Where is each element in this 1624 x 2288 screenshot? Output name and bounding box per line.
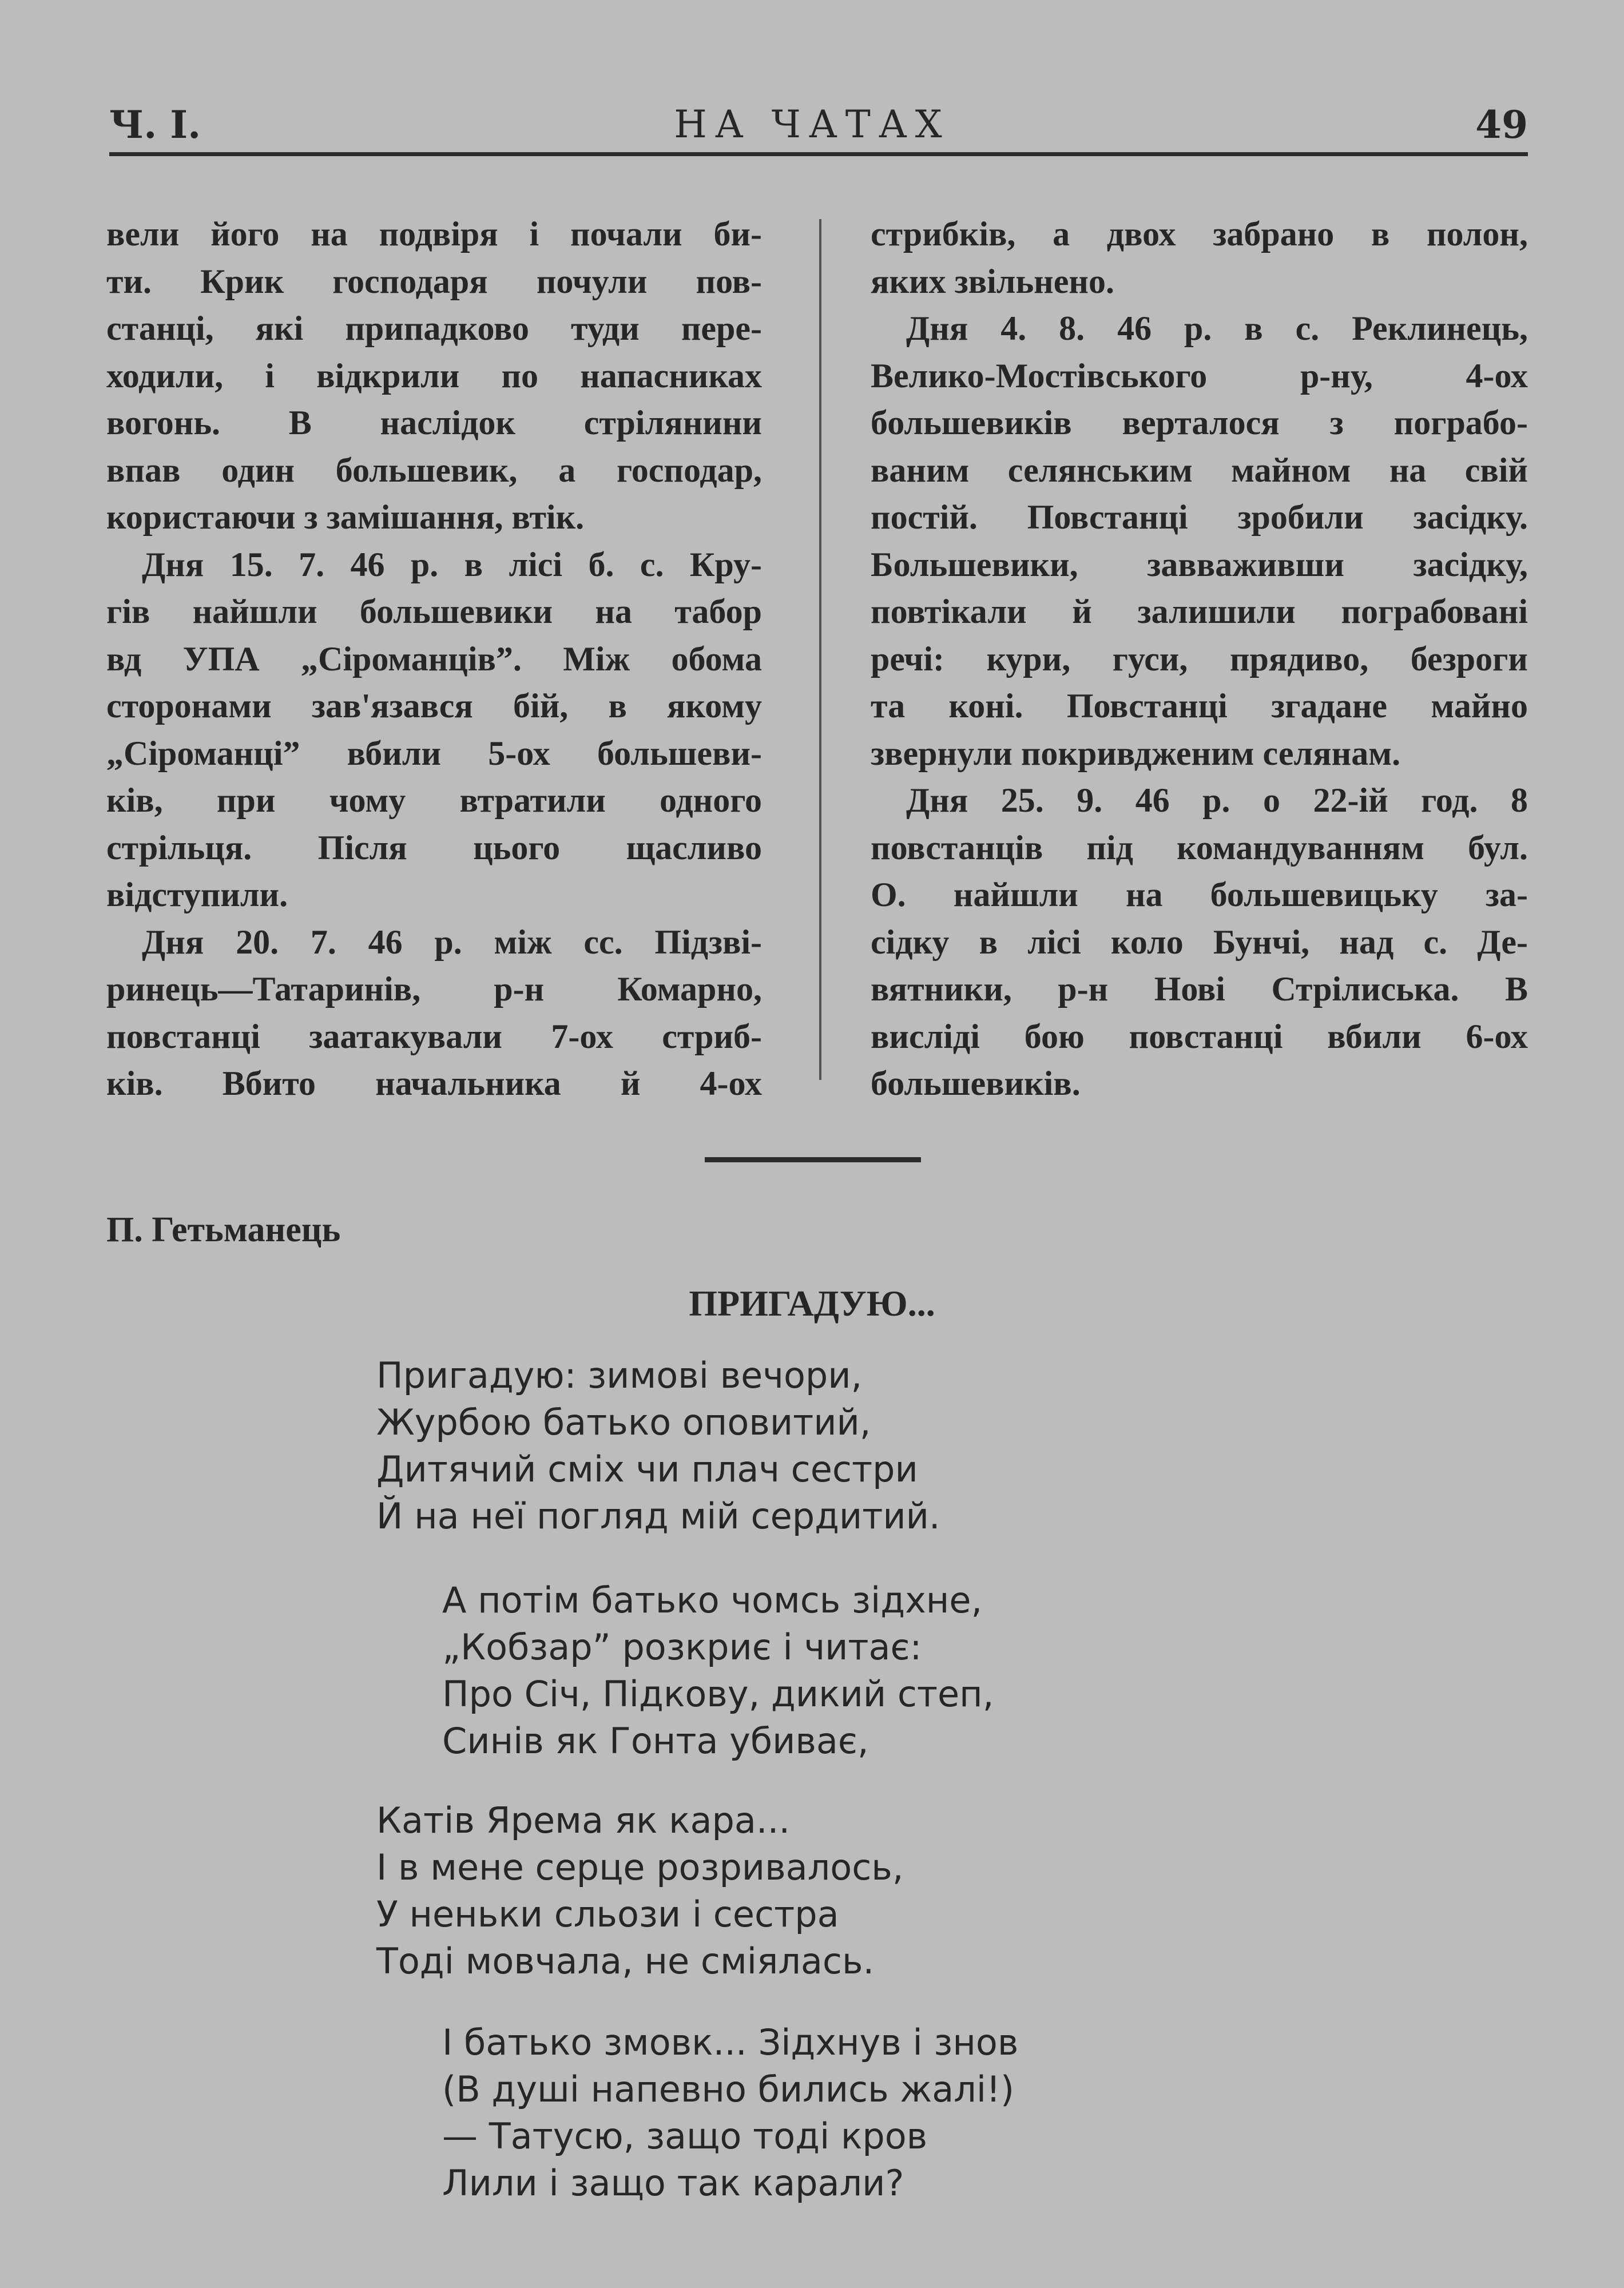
header-rule — [109, 152, 1528, 156]
text-line: сторонами зав'язався бій, в якому — [106, 687, 762, 725]
text-line: гів найшли большевики на табор — [106, 593, 762, 630]
section-separator — [705, 1157, 921, 1162]
text-line: сідку в лісі коло Бунчі, над с. Де- — [871, 923, 1528, 961]
text-line: ків. Вбито начальника й 4-ох — [106, 1064, 762, 1102]
poem-line: Журбою батько оповитий, — [376, 1401, 871, 1443]
poem-line: Пригадую: зимові вечори, — [376, 1354, 863, 1396]
text-line: відступили. — [106, 876, 288, 913]
poem-line: У неньки сльози і сестра — [376, 1893, 839, 1935]
running-header-part: Ч. I. — [109, 102, 201, 147]
poem-stanza — [442, 1577, 994, 1765]
text-line: впав один большевик, а господар, — [106, 451, 762, 489]
text-line: ринець—Татаринів, р-н Комарно, — [106, 970, 762, 1008]
poem-stanza — [376, 1797, 904, 1985]
page-number: 49 — [1475, 102, 1528, 147]
text-line: та коні. Повстанці згадане майно — [871, 687, 1528, 725]
text-line: вятники, р-н Нові Стрілиська. В — [871, 970, 1528, 1008]
poem-line: (В душі напевно бились жалі!) — [442, 2068, 1015, 2110]
text-line: вогонь. В наслідок стрілянини — [106, 404, 762, 442]
poem-line: Синів як Гонта убиває, — [442, 1720, 869, 1762]
text-line: Дня 25. 9. 46 р. о 22-ій год. 8 — [906, 781, 1528, 819]
poem-stanza — [442, 2019, 1018, 2207]
poem-line: І в мене серце розривалось, — [376, 1846, 904, 1888]
text-line: користаючи з замішання, втік. — [106, 498, 585, 536]
poem-author: П. Гетьманець — [106, 1210, 341, 1249]
text-line: Дня 15. 7. 46 р. в лісі б. с. Кру- — [142, 545, 762, 583]
text-line: висліді бою повстанці вбили 6-ох — [871, 1017, 1528, 1055]
text-line: ти. Крик господаря почули пов- — [106, 262, 762, 300]
text-line: повтікали й залишили пограбовані — [871, 593, 1528, 630]
poem-stanza — [376, 1352, 940, 1540]
text-line: речі: кури, гуси, прядиво, безроги — [871, 639, 1528, 678]
text-line: О. найшли на большевицьку за- — [871, 876, 1528, 913]
text-line: большевиків верталося з пограбо- — [871, 404, 1528, 442]
text-line: постій. Повстанці зробили засідку. — [871, 498, 1528, 536]
poem-line: І батько змовк... Зідхнув і знов — [442, 2021, 1019, 2063]
poem-title: ПРИГАДУЮ... — [689, 1283, 935, 1324]
text-line: ваним селянським майном на свій — [871, 451, 1528, 489]
text-line: повстанці заатакували 7-ох стриб- — [106, 1017, 762, 1055]
text-line: Велико-Мостівського р-ну, 4-ох — [871, 356, 1528, 395]
text-line: станці, які припадково туди пере- — [106, 309, 762, 347]
text-line: Большевики, завваживши засідку, — [871, 545, 1528, 583]
column-divider — [819, 219, 821, 1080]
poem-line: Катів Ярема як кара... — [376, 1800, 791, 1841]
poem-line: А потім батько чомсь зідхне, — [442, 1579, 983, 1621]
poem-line: Лили і защо так карали? — [442, 2162, 904, 2204]
text-line: Дня 20. 7. 46 р. між сс. Підзві- — [142, 923, 762, 961]
text-line: повстанців під командуванням бул. — [871, 828, 1528, 867]
right-column — [871, 210, 1528, 1107]
left-column — [106, 210, 762, 1107]
poem-line: Дитячий сміх чи плач сестри — [376, 1448, 918, 1490]
text-line: стрільця. Після цього щасливо — [106, 828, 762, 867]
poem-line: „Кобзар” розкриє і читає: — [442, 1626, 922, 1668]
running-header-title: НА ЧАТАХ — [674, 102, 950, 146]
poem-line: Й на неї погляд мій сердитий. — [376, 1495, 940, 1537]
text-line: „Сіроманці” вбили 5-ох большеви- — [106, 734, 762, 772]
poem-line: — Татусю, защо тоді кров — [442, 2115, 928, 2157]
text-line: большевиків. — [871, 1064, 1081, 1102]
poem-line: Тоді мовчала, не сміялась. — [376, 1940, 875, 1982]
text-line: ків, при чому втратили одного — [106, 781, 762, 819]
text-line: вели його на подвіря і почали би- — [106, 215, 762, 253]
text-line: звернули покривдженим селянам. — [871, 734, 1401, 772]
text-line: яких звільнено. — [871, 262, 1114, 300]
text-line: ходили, і відкрили по напасниках — [106, 356, 762, 395]
text-line: Дня 4. 8. 46 р. в с. Реклинець, — [906, 309, 1528, 347]
text-line: стрибків, а двох забрано в полон, — [871, 215, 1528, 253]
text-line: вд УПА „Сіроманців”. Між обома — [106, 639, 762, 678]
poem-line: Про Січ, Підкову, дикий степ, — [442, 1673, 994, 1715]
